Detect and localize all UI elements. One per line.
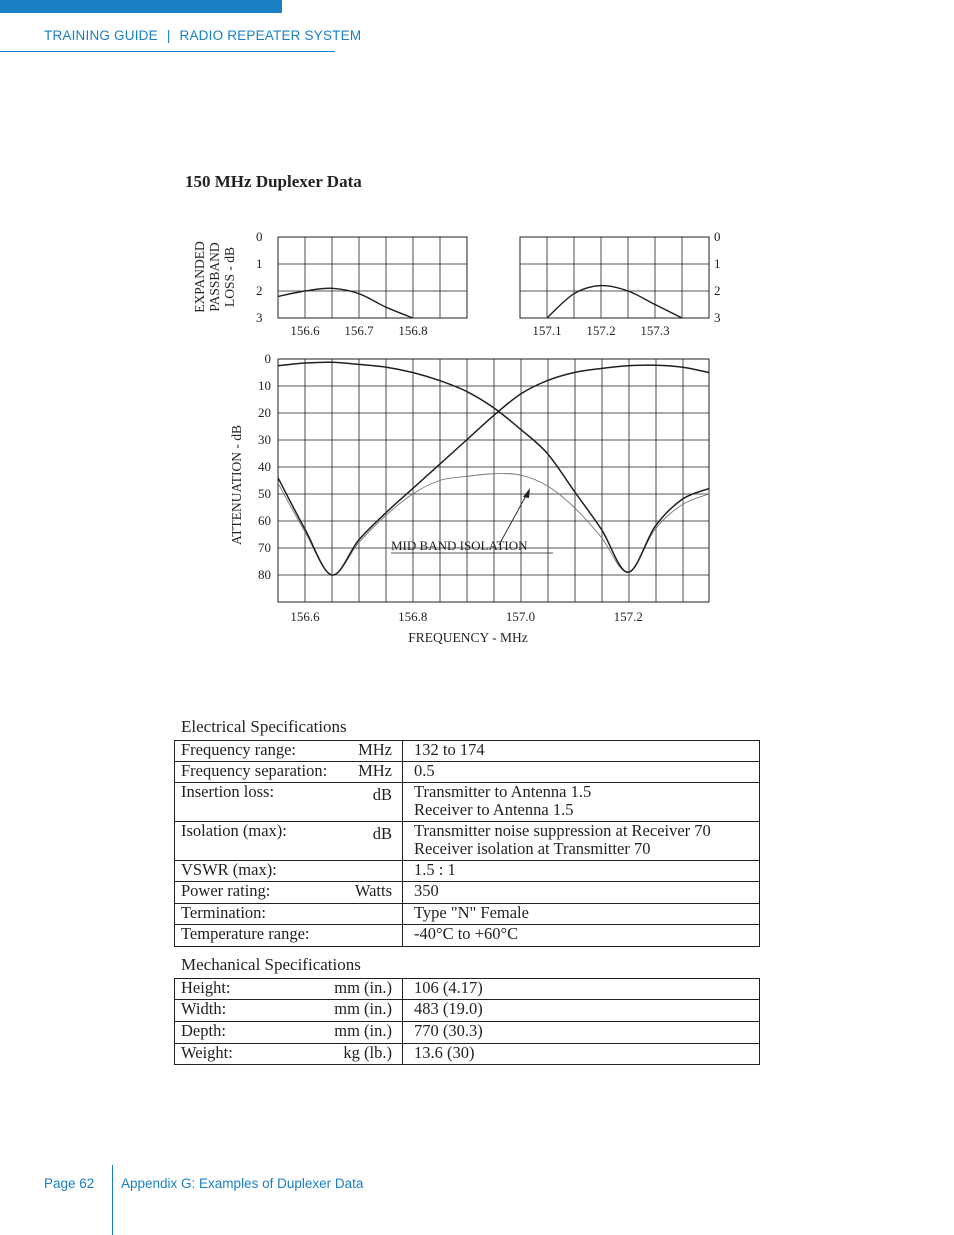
spec-value: Transmitter noise suppression at Receiver 70 [414,821,711,840]
attenuation-xtick: 156.8 [398,609,428,624]
spec-unit: MHz [358,761,392,780]
spec-value: 13.6 (30) [414,1043,475,1062]
spec-value-cell [403,1000,760,1022]
spec-value-cell [403,1022,760,1044]
spec-label: Termination: [181,903,266,922]
passband-ytick-right: 2 [714,283,721,298]
passband-grid-high-frame [520,237,709,318]
passband-xtick: 156.8 [398,323,428,338]
spec-label-cell [175,822,403,861]
spec-value-cell [403,783,760,822]
mid-band-isolation-label: MID BAND ISOLATION [391,538,528,553]
passband-ytick-right: 0 [714,229,721,244]
page-title: 150 MHz Duplexer Data [185,172,362,191]
spec-unit: Watts [354,881,392,900]
spec-label-cell [175,741,403,762]
attenuation-ylabel: ATTENUATION - dB [229,425,244,545]
spec-unit: mm (in.) [334,999,392,1018]
spec-label: Frequency range: [181,740,296,759]
electrical-spec-row [175,861,760,882]
spec-unit: mm (in.) [334,978,392,997]
attenuation-ytick: 10 [258,378,271,393]
spec-value-cell [403,861,760,882]
spec-unit: kg (lb.) [343,1043,392,1062]
spec-label-cell [175,979,403,1000]
spec-label: Isolation (max): [181,821,287,840]
spec-value: -40°C to +60°C [414,924,519,943]
spec-unit: dB [372,824,392,843]
spec-label-cell [175,1000,403,1022]
spec-value-cell [403,925,760,947]
electrical-spec-table [174,740,760,947]
mechanical-spec-row [175,1000,760,1022]
spec-value: Receiver to Antenna 1.5 [414,800,574,819]
spec-value-cell [403,741,760,762]
spec-value-cell [403,979,760,1000]
spec-label: Width: [181,999,227,1018]
passband-xtick: 156.6 [290,323,320,338]
mechanical-spec-row [175,1022,760,1044]
attenuation-xtick: 156.6 [290,609,320,624]
passband-xtick: 157.2 [586,323,616,338]
passband-ytick-left: 0 [256,229,263,244]
header-guide-label: TRAINING GUIDE [44,28,158,43]
attenuation-xtick: 157.2 [613,609,643,624]
spec-label: Power rating: [181,881,271,900]
mechanical-spec-row [175,1044,760,1065]
spec-label: Frequency separation: [181,761,328,780]
passband-ytick-right: 1 [714,256,721,271]
spec-label-cell [175,882,403,904]
spec-value-cell [403,762,760,783]
spec-value: 770 (30.3) [414,1021,483,1040]
electrical-spec-row [175,762,760,783]
attenuation-ytick: 20 [258,405,271,420]
passband-ylabel: PASSBAND [207,242,222,312]
spec-value: Type "N" Female [414,903,529,922]
spec-label-cell [175,762,403,783]
footer-section-title: Appendix G: Examples of Duplexer Data [121,1176,364,1191]
passband-ytick-left: 2 [256,283,263,298]
page-number: Page 62 [44,1176,95,1191]
passband-curve-high [547,286,682,318]
spec-unit: dB [372,785,392,804]
spec-value: Transmitter to Antenna 1.5 [414,782,592,801]
spec-value: 106 (4.17) [414,978,483,997]
footer-rule [112,1165,113,1235]
spec-label: Height: [181,978,231,997]
spec-label: Temperature range: [181,924,310,943]
attenuation-ytick: 30 [258,432,271,447]
spec-label: VSWR (max): [181,860,277,879]
passband-ytick-left: 3 [256,310,263,325]
electrical-spec-row [175,741,760,762]
spec-label: Insertion loss: [181,782,275,801]
spec-value: 132 to 174 [414,740,485,759]
passband-ytick-left: 1 [256,256,263,271]
attenuation-ytick: 60 [258,513,271,528]
spec-label: Depth: [181,1021,226,1040]
spec-value: 350 [414,881,439,900]
attenuation-xtick: 157.0 [505,609,536,624]
annotation-arrowhead [523,488,530,498]
isolation-curve [278,474,709,576]
spec-value-cell [403,822,760,861]
electrical-spec-row [175,882,760,904]
attenuation-ytick: 50 [258,486,271,501]
spec-value-cell [403,1044,760,1065]
spec-unit: mm (in.) [334,1021,392,1040]
passband-curve-low [278,288,413,318]
spec-value-cell [403,904,760,925]
passband-xtick: 157.3 [640,323,670,338]
x-axis-label: FREQUENCY - MHz [408,630,528,645]
spec-unit: MHz [358,740,392,759]
spec-label-cell [175,861,403,882]
spec-value-cell [403,882,760,904]
passband-grid-low-frame [278,237,467,318]
spec-label-cell [175,925,403,947]
spec-label-cell [175,783,403,822]
spec-label-cell [175,1022,403,1044]
attenuation-ytick: 70 [258,540,271,555]
passband-xtick: 156.7 [344,323,374,338]
electrical-spec-row [175,904,760,925]
mechanical-spec-title: Mechanical Specifications [181,955,361,974]
mechanical-spec-row [175,979,760,1000]
header-system-label: RADIO REPEATER SYSTEM [179,28,362,43]
attenuation-ytick: 40 [258,459,271,474]
electrical-spec-title: Electrical Specifications [181,717,347,736]
spec-value: Receiver isolation at Transmitter 70 [414,839,651,858]
mechanical-spec-table [174,978,760,1065]
passband-ylabel: EXPANDED [192,241,207,313]
spec-label-cell [175,1044,403,1065]
electrical-spec-row [175,783,760,822]
spec-label-cell [175,904,403,925]
attenuation-ytick: 80 [258,567,271,582]
spec-value: 483 (19.0) [414,999,483,1018]
passband-ytick-right: 3 [714,310,721,325]
spec-value: 1.5 : 1 [414,860,456,879]
passband-ylabel: LOSS - dB [222,246,237,308]
spec-label: Weight: [181,1043,233,1062]
attenuation-ytick: 0 [264,351,271,366]
electrical-spec-row [175,925,760,947]
passband-xtick: 157.1 [532,323,562,338]
header-separator: | [166,28,171,43]
spec-value: 0.5 [414,761,435,780]
electrical-spec-row [175,822,760,861]
